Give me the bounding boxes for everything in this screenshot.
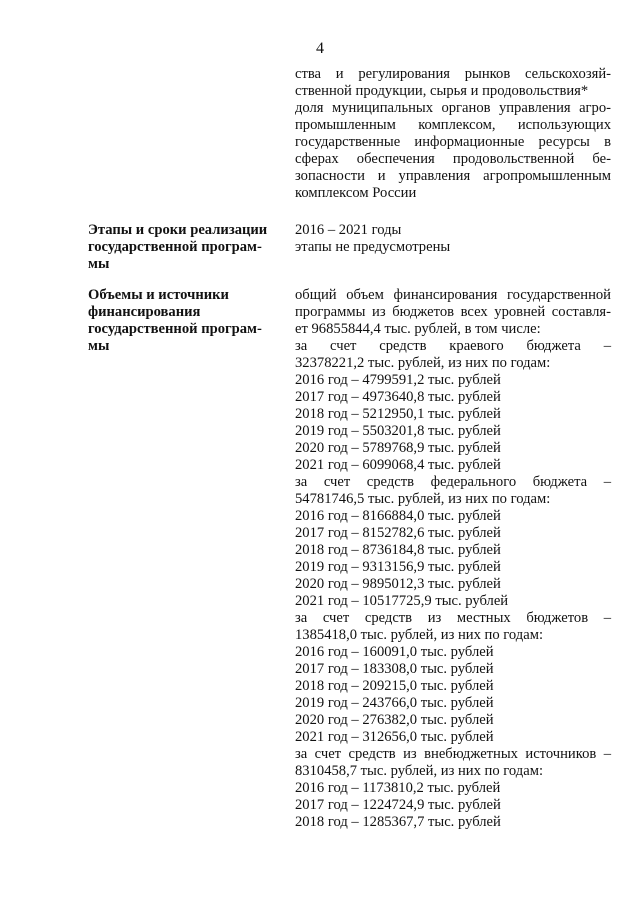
text-line: 2016 – 2021 годы (295, 222, 402, 238)
year-line: 2018 год – 209215,0 тыс. рублей (295, 678, 494, 694)
year-line: 2018 год – 5212950,1 тыс. рублей (295, 406, 501, 422)
funding-label (88, 287, 283, 355)
year-line: 2019 год – 5503201,8 тыс. рублей (295, 423, 501, 439)
year-line: 2020 год – 276382,0 тыс. рублей (295, 712, 494, 728)
label-line: финансирования (88, 304, 201, 320)
text-line: программы из бюджетов всех уровней составля- (295, 304, 611, 320)
text-line: за счет средств федерального бюджета – (295, 474, 611, 490)
funding-value (295, 287, 611, 831)
year-line: 2018 год – 1285367,7 тыс. рублей (295, 814, 501, 830)
year-line: 2017 год – 183308,0 тыс. рублей (295, 661, 494, 677)
year-line: 2017 год – 8152782,6 тыс. рублей (295, 525, 501, 541)
text-line: за счет средств из внебюджетных источников – (295, 746, 611, 762)
stages-value (295, 222, 611, 256)
year-line: 2021 год – 312656,0 тыс. рублей (295, 729, 494, 745)
text-line: ет 96855844,4 тыс. рублей, в том числе: (295, 321, 541, 337)
year-line: 2019 год – 243766,0 тыс. рублей (295, 695, 494, 711)
year-line: 2016 год – 4799591,2 тыс. рублей (295, 372, 501, 388)
year-line: 2020 год – 5789768,9 тыс. рублей (295, 440, 501, 456)
text-line: ства и регулирования рынков сельскохозяй- (295, 66, 611, 82)
year-line: 2021 год – 10517725,9 тыс. рублей (295, 593, 509, 609)
label-line: Этапы и сроки реализации (88, 222, 268, 238)
text-line: ственной продукции, сырья и продовольствия* (295, 83, 589, 99)
text-line: доля муниципальных органов управления агро- (295, 100, 611, 116)
year-line: 2016 год – 160091,0 тыс. рублей (295, 644, 494, 660)
stages-label (88, 222, 283, 273)
page-number: 4 (316, 40, 324, 57)
label-line: Объемы и источники (88, 287, 229, 303)
text-line: государственные информационные ресурсы в (295, 134, 611, 150)
year-line: 2017 год – 1224724,9 тыс. рублей (295, 797, 501, 813)
year-line: 2018 год – 8736184,8 тыс. рублей (295, 542, 501, 558)
continuation-text (295, 66, 611, 202)
text-line: промышленным комплексом, использующих (295, 117, 611, 133)
year-line: 2016 год – 8166884,0 тыс. рублей (295, 508, 501, 524)
text-line: за счет средств из местных бюджетов – (295, 610, 611, 626)
text-line: за счет средств краевого бюджета – (295, 338, 611, 354)
year-line: 2020 год – 9895012,3 тыс. рублей (295, 576, 501, 592)
text-line: сферах обеспечения продовольственной бе- (295, 151, 611, 167)
label-line: государственной програм- (88, 321, 262, 337)
text-line: комплексом России (295, 185, 417, 201)
text-line: этапы не предусмотрены (295, 239, 451, 255)
text-line: общий объем финансирования государственной (295, 287, 611, 303)
year-line: 2016 год – 1173810,2 тыс. рублей (295, 780, 501, 796)
text-line: 32378221,2 тыс. рублей, из них по годам: (295, 355, 551, 371)
label-line: мы (88, 338, 110, 354)
text-line: 1385418,0 тыс. рублей, из них по годам: (295, 627, 544, 643)
label-line: государственной програм- (88, 239, 262, 255)
label-line: мы (88, 256, 110, 272)
year-line: 2019 год – 9313156,9 тыс. рублей (295, 559, 501, 575)
text-line: 8310458,7 тыс. рублей, из них по годам: (295, 763, 544, 779)
year-line: 2021 год – 6099068,4 тыс. рублей (295, 457, 501, 473)
text-line: зопасности и управления агропромышленным (295, 168, 611, 184)
year-line: 2017 год – 4973640,8 тыс. рублей (295, 389, 501, 405)
text-line: 54781746,5 тыс. рублей, из них по годам: (295, 491, 551, 507)
